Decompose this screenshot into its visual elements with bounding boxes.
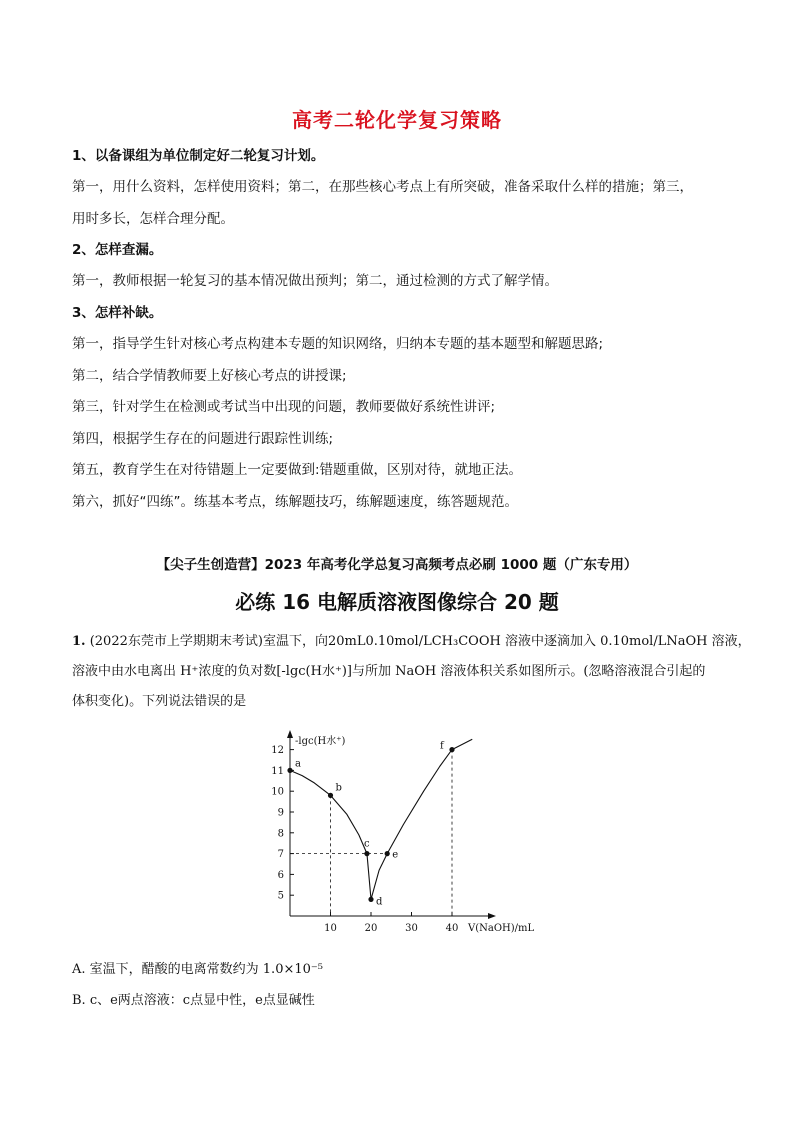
point-label: b: [335, 782, 342, 794]
point-label: a: [295, 758, 301, 770]
list-item: 第一，指导学生针对核心考点构建本专题的知识网络，归纳本专题的基本题型和解题思路;: [72, 336, 604, 352]
series-title: 【尖子生创造营】2023 年高考化学总复习高频考点必刷 1000 题（广东专用）: [156, 557, 638, 573]
section-heading-2: 2、怎样查漏。: [72, 242, 163, 258]
data-point: [449, 747, 454, 752]
data-point: [385, 851, 390, 856]
y-axis-label: -lgc(H水⁺): [295, 736, 346, 747]
list-item: 第三，针对学生在检测或考试当中出现的问题，教师要做好系统性讲评;: [72, 399, 496, 415]
list-item: 第四，根据学生存在的问题进行跟踪性训练;: [72, 431, 334, 447]
x-axis-arrow: [488, 913, 496, 919]
y-tick-label: 8: [277, 828, 284, 840]
question-1-line-3: 体积变化)。下列说法错误的是: [72, 694, 247, 709]
x-tick-label: 30: [405, 923, 418, 934]
y-tick-label: 12: [271, 745, 284, 757]
section-heading-1: 1、以备课组为单位制定好二轮复习计划。: [72, 148, 325, 164]
question-1-line-2: 溶液中由水电离出 H⁺浓度的负对数[-lgc(H水⁺)]与所加 NaOH 溶液体积关系如图所示。(忽略溶液混合引起的: [72, 664, 706, 679]
exercise-title: 必练 16 电解质溶液图像综合 20 题: [235, 590, 559, 614]
point-label: e: [392, 849, 399, 861]
point-label: f: [440, 740, 444, 752]
y-tick-label: 10: [271, 786, 284, 798]
x-tick-label: 40: [445, 923, 459, 934]
y-tick-label: 6: [277, 869, 284, 881]
section-heading-3: 3、怎样补缺。: [72, 305, 163, 321]
page-title: 高考二轮化学复习策略: [292, 108, 502, 132]
option-a: A. 室温下，醋酸的电离常数约为 1.0×10⁻⁵: [72, 962, 323, 977]
data-point: [287, 768, 292, 773]
y-tick-label: 7: [277, 849, 284, 861]
list-item: 第六，抓好“四练”。练基本考点，练解题技巧，练解题速度，练答题规范。: [72, 494, 518, 510]
titration-curve: [290, 739, 472, 899]
y-tick-label: 9: [277, 807, 284, 819]
list-item: 第二，结合学情教师要上好核心考点的讲授课;: [72, 368, 347, 384]
data-point: [328, 793, 333, 798]
x-axis-label: V(NaOH)/mL: [468, 923, 535, 934]
x-tick-label: 20: [364, 923, 378, 934]
question-1-text-1: (2022东莞市上学期期末考试)室温下，向20mL0.10mol/LCH₃COOH 溶液中逐滴加入 0.10mol/LNaOH 溶液，: [89, 634, 751, 649]
point-label: d: [376, 896, 383, 908]
point-label: c: [363, 838, 370, 850]
list-item: 第五，教育学生在对待错题上一定要做到:错题重做，区别对待，就地正法。: [72, 462, 523, 478]
question-number: 1.: [72, 634, 86, 649]
x-tick-label: 10: [324, 923, 337, 934]
titration-chart: [250, 726, 550, 944]
paragraph-2: 第一，教师根据一轮复习的基本情况做出预判；第二，通过检测的方式了解学情。: [72, 273, 558, 289]
y-axis-arrow: [287, 730, 293, 738]
paragraph-1-line-1: 第一，用什么资料，怎样使用资料；第二，在那些核心考点上有所突破，准备采取什么样的措施；第三，: [72, 179, 693, 195]
y-tick-label: 11: [271, 765, 284, 777]
y-tick-label: 5: [277, 890, 284, 902]
data-point: [364, 851, 369, 856]
data-point: [368, 897, 373, 902]
paragraph-1-line-2: 用时多长，怎样合理分配。: [72, 211, 234, 227]
question-1-line-1: [72, 632, 751, 652]
option-b: B. c、e两点溶液：c点显中性，e点显碱性: [72, 993, 315, 1008]
